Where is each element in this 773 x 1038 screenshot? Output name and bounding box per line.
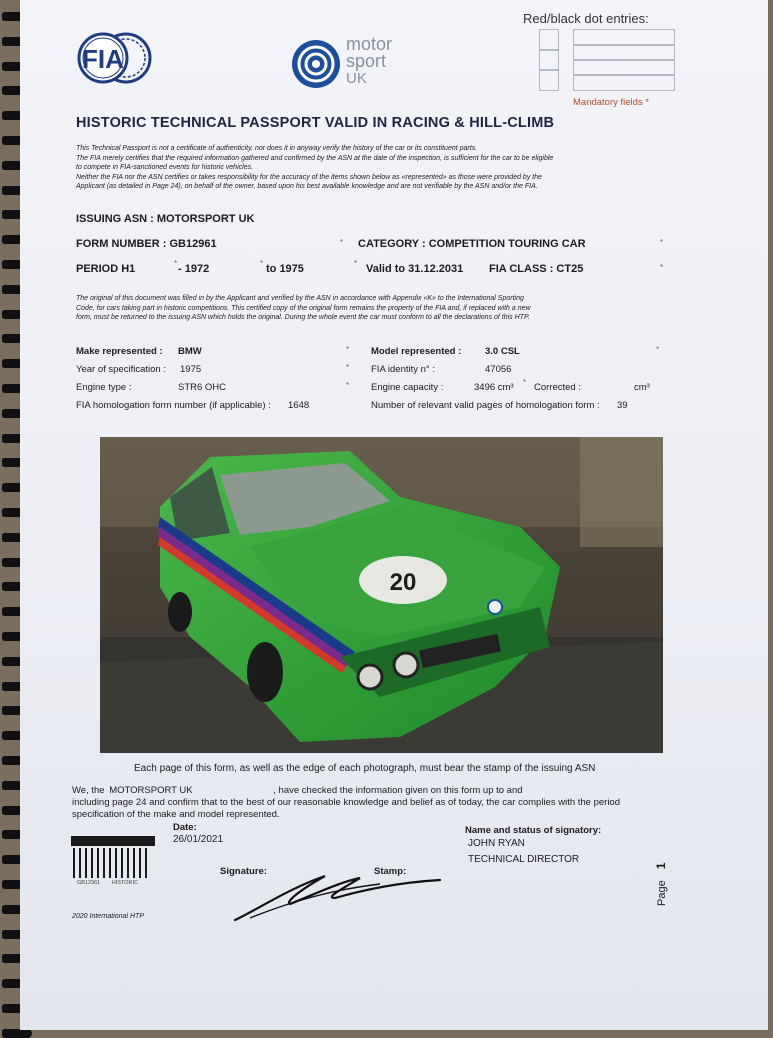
barcode-caption-left: GB12961 xyxy=(77,880,101,886)
original-note-line: Code, for cars taking part in historic competitions. This certified copy of the original form remains the property of the FIA and, if replaced with a new xyxy=(76,304,531,312)
issuing-asn: ISSUING ASN : MOTORSPORT UK xyxy=(76,213,255,225)
signatory-label: Name and status of signatory: xyxy=(465,825,602,836)
signature-label: Signature: xyxy=(220,866,267,877)
barcode xyxy=(71,836,155,888)
disclaimer-line: This Technical Passport is not a certificate of authenticity, nor does it in anyway verify the history of the car or its constituent parts. xyxy=(76,145,478,152)
signatory-title: TECHNICAL DIRECTOR xyxy=(468,854,580,865)
page-label: Page xyxy=(656,880,668,906)
valid-to: Valid to 31.12.2031 xyxy=(366,263,464,275)
msuk-logo-line3: UK xyxy=(346,70,367,87)
disclaimer xyxy=(76,144,676,192)
motorsport-uk-logo xyxy=(290,34,420,90)
signature-scribble xyxy=(230,868,450,928)
declaration xyxy=(72,785,692,821)
date-value: 26/01/2021 xyxy=(173,834,224,845)
homologation-pages-value: 39 xyxy=(617,400,628,411)
year-value: 1975 xyxy=(180,364,202,375)
make-value: BMW xyxy=(178,346,202,357)
homologation-value: 1648 xyxy=(288,400,310,411)
declaration-text-3: specification of the make and model represented. xyxy=(72,809,280,820)
race-number: 20 xyxy=(389,569,417,596)
engine-type-value: STR6 OHC xyxy=(178,382,227,393)
page-number: 1 xyxy=(654,862,668,870)
homologation-label: FIA homologation form number (if applicable) : xyxy=(76,400,271,411)
declaration-asn: MOTORSPORT UK xyxy=(109,785,193,796)
msuk-logo-line1: motor xyxy=(346,34,393,54)
svg-text:FIA: FIA xyxy=(82,44,124,74)
original-note-line: form, must be returned to the issuing ASN which holds the original. During the whole event the car must conform to all the declarations of this HTP. xyxy=(76,314,530,322)
disclaimer-line: Applicant (as detailed in Page 24), on behalf of the owner, based upon his best available knowledge and are not verifiable by the ASN and/or the FIA. xyxy=(76,183,538,191)
stamp-note: Each page of this form, as well as the edge of each photograph, must bear the stamp of the issuing ASN xyxy=(134,763,596,774)
page-indicator xyxy=(654,863,668,906)
binding-ring xyxy=(2,1029,32,1038)
signatory-name: JOHN RYAN xyxy=(468,838,525,849)
form-number: FORM NUMBER : GB12961 xyxy=(76,238,217,250)
date-label: Date: xyxy=(173,822,197,833)
period-from: - 1972 xyxy=(178,263,210,275)
mandatory-fields-label: Mandatory fields * xyxy=(573,97,650,108)
barcode-caption-right: HISTORIC xyxy=(111,880,138,886)
homologation-pages-label: Number of relevant valid pages of homologation form : xyxy=(371,400,600,411)
footer-label: 2020 International HTP xyxy=(72,913,144,920)
model-label: Model represented : xyxy=(371,346,462,357)
declaration-text-1: , have checked the information given on this form up to and xyxy=(273,785,523,796)
engine-capacity-value: 3496 cm³ xyxy=(474,382,514,393)
disclaimer-line: to compete in FIA-sanctioned events for historic vehicles. xyxy=(76,164,254,172)
declaration-we: We, the xyxy=(72,785,105,796)
car-photo xyxy=(100,437,663,753)
fia-class: FIA CLASS : CT25 xyxy=(489,263,584,275)
fia-identity-value: 47056 xyxy=(485,364,512,375)
original-note xyxy=(76,294,686,323)
category: CATEGORY : COMPETITION TOURING CAR xyxy=(358,238,586,250)
disclaimer-line: The FIA merely certifies that the required information gathered and confirmed by the ASN at the date of the inspection, is sufficient for the car to be eligible xyxy=(76,154,554,162)
msuk-logo-line2: sport xyxy=(346,51,387,71)
disclaimer-line: Neither the FIA nor the ASN certifies or takes responsibility for the accuracy of the items shown below as «represented» as those were provided by the xyxy=(76,173,542,181)
fia-logo xyxy=(75,30,155,86)
dot-entries-grid xyxy=(539,29,675,91)
engine-capacity-label: Engine capacity : xyxy=(371,382,444,393)
stamp-label: Stamp: xyxy=(374,866,407,877)
year-label: Year of specification : xyxy=(76,364,166,375)
document-title: HISTORIC TECHNICAL PASSPORT VALID IN RACING & HILL-CLIMB xyxy=(76,115,555,131)
engine-type-label: Engine type : xyxy=(76,382,132,393)
period-to: to 1975 xyxy=(266,263,304,275)
model-value: 3.0 CSL xyxy=(485,346,520,357)
red-black-label: Red/black dot entries: xyxy=(523,11,649,26)
corrected-label: Corrected : xyxy=(534,382,581,393)
passport-page: FIA motor sport UK Red/black dot entries: Mandatory fields * HISTORIC TECHNICAL PASSPORT VALID IN RACING & HILL-CLIMB This Technical Passport is not a certificate of authenticity, nor does it in anyway verify the history of the car or its constituent parts. The FIA merely certifies that the required information gathered and confirmed by the ASN at the date of the inspection, is sufficient for the car to be eligible to compete in FIA-sanctioned events for historic vehicles. Neither the FIA nor the ASN certifies or takes responsibility for the accuracy of the items shown below as «represented» as those were provided by the Applicant (as detailed in Page 24), on behalf of the owner, based upon his best available knowledge and are not verifiable by the ASN and/or the FIA. ISSUING ASN : MOTORSPORT UK FORM NUMBER : GB12961 * CATEGORY : COMPETITION TOURING CAR * PERIOD H1 * - 1972 * to 1975 * Valid to 31.12.2031 FIA CLASS : CT25 * The original of this document was filled in by the Applicant and verified by the ASN in accordance with Appendix «K» to the International Sporting Code, for cars taking part in historic competitions. This certified copy of the original form remains the property of the FIA and, if replaced with a new form, must be returned to the issuing ASN which holds the original. During the whole event the car must conform to all the declarations of this HTP. Make represented : BMW * Model represented : 3.0 CSL * Year of specification : 1975 * FIA identity n° : 47056 Engine type : STR6 OHC * Engine capacity : 3496 cm³ * Corrected : cm³ FIA homologation form number (if applicable) : 1648 Number of relevant valid pages of homologation form : 39 20 Each page of this form, as well as the edge of each photograph, must bear the stamp of the issuing ASN We, the MOTORSPORT UK , have checked the information given on this form up to and including page 24 and confirm that to the best of our reasonable knowledge and belief as of today, the car complies with the period specification of the make and model represented. Date: 26/01/2021 Name and status of signatory: JOHN RYAN TECHNICAL DIRECTOR GB12961 HISTORIC Signature: Stamp: 2020 International HTP Page 1 xyxy=(20,0,768,1030)
declaration-text-2: including page 24 and confirm that to the best of our reasonable knowledge and belief as of today, the car complies with the period xyxy=(72,797,621,808)
period: PERIOD H1 xyxy=(76,263,136,275)
make-label: Make represented : xyxy=(76,346,163,357)
fia-identity-label: FIA identity n° : xyxy=(371,364,435,375)
original-note-line: The original of this document was filled in by the Applicant and verified by the ASN in accordance with Appendix «K» to the International Sporting xyxy=(76,295,524,302)
corrected-unit: cm³ xyxy=(634,382,650,393)
